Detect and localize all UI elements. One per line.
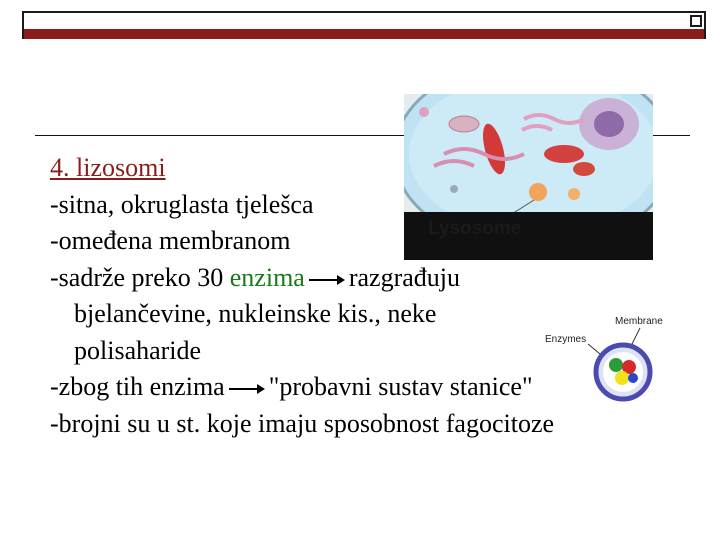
lysosome-diagram-svg [540, 308, 690, 404]
slide-heading: 4. lizosomi [50, 153, 166, 182]
title-bar-band [24, 29, 704, 39]
bullet-line-3-prefix: -sadrže preko 30 [50, 262, 230, 292]
enzymes-label: Enzymes [545, 334, 587, 345]
title-bar-decoration [22, 11, 706, 39]
corner-square [690, 15, 702, 27]
enzyme-keyword: enzima [229, 262, 305, 292]
bullet-line-4: bjelančevine, nukleinske kis., neke [74, 299, 437, 328]
right-arrow-icon [309, 273, 345, 287]
bullet-line-2: -omeđena membranom [50, 226, 291, 255]
cell-image-caption: Lysosome [428, 218, 522, 239]
bullet-line-1: -sitna, okruglasta tjelešca [50, 189, 314, 219]
bullet-line-6-prefix: -zbog tih enzima [50, 372, 225, 401]
right-arrow-icon [229, 382, 265, 396]
bullet-line-3-suffix: razgrađuju [348, 262, 461, 292]
bullet-line-6-suffix: "probavni sustav stanice" [268, 372, 533, 401]
bullet-line-7: -brojni su u st. koje imaju sposobnost fagocitoze [50, 408, 555, 438]
bullet-line-5: polisaharide [74, 335, 202, 365]
lysosome-diagram [540, 308, 690, 404]
bullet-line-3 [50, 260, 690, 297]
membrane-label: Membrane [615, 316, 663, 327]
